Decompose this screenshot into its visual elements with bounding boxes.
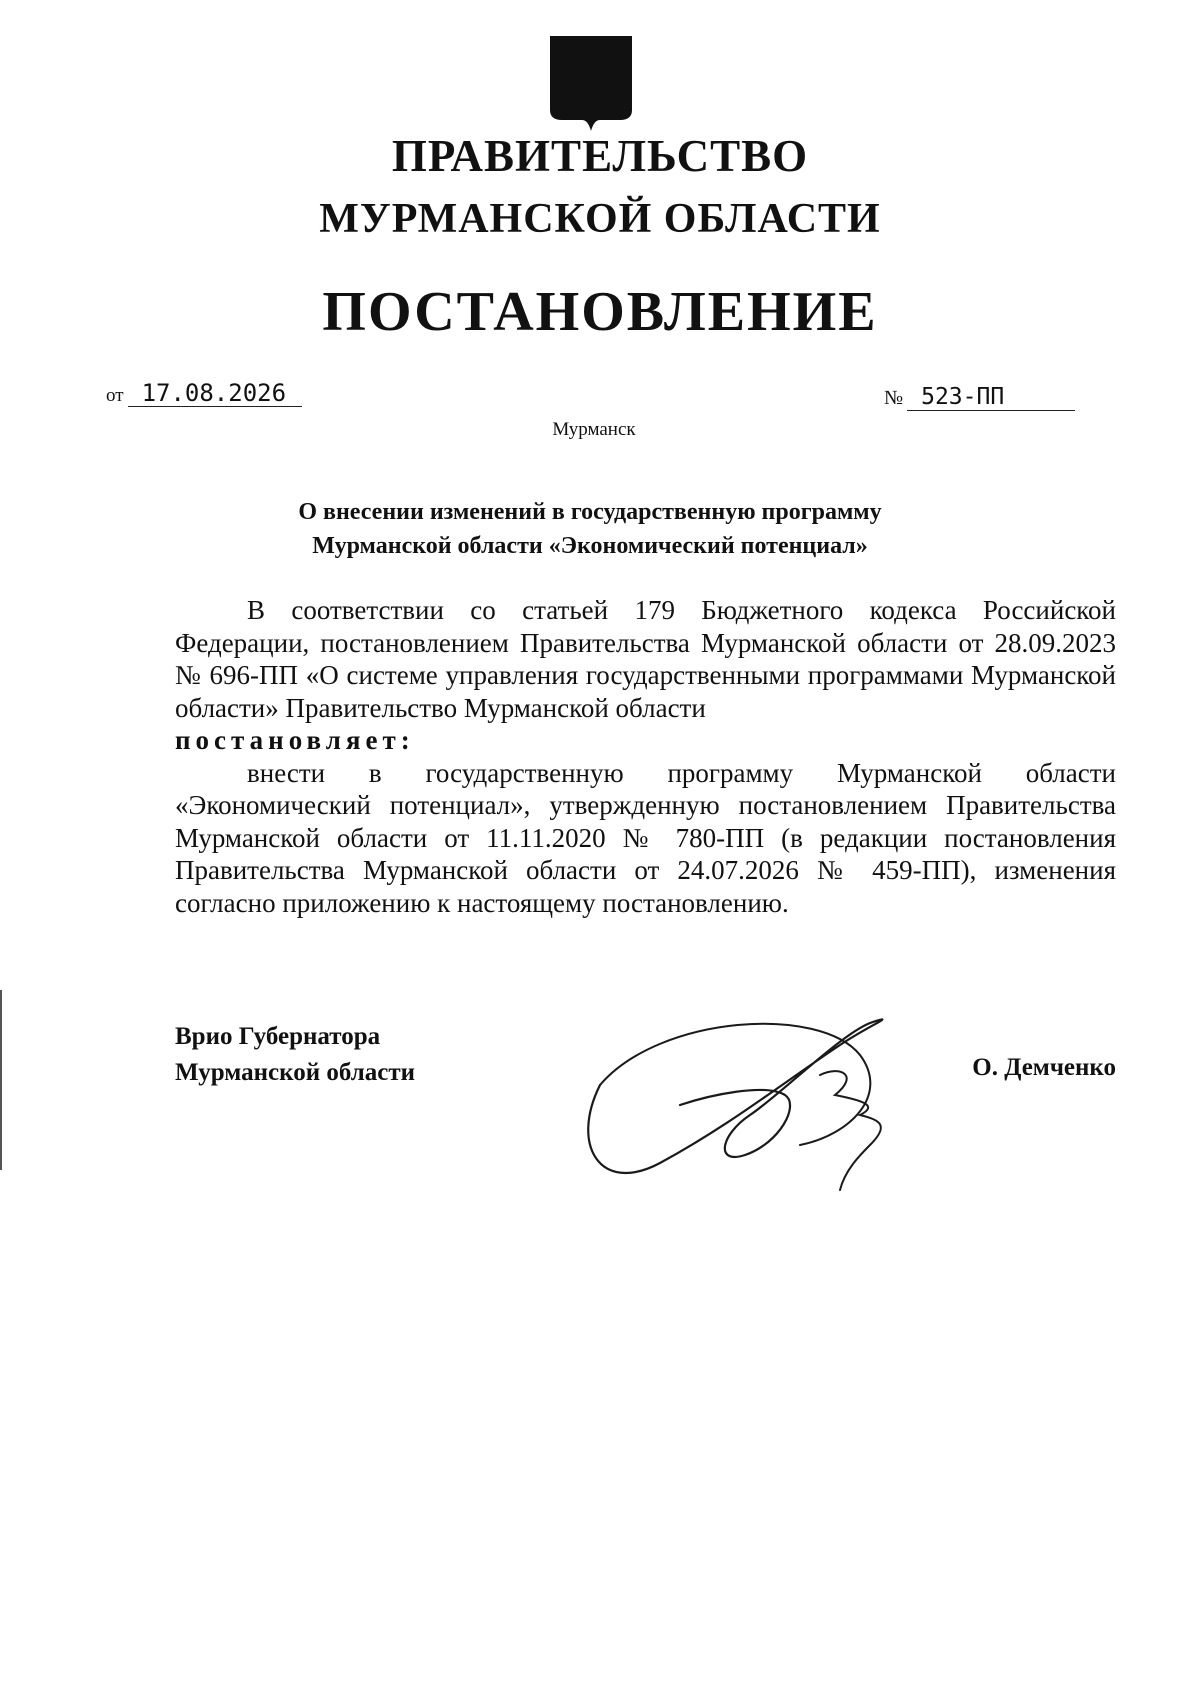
document-date: 17.08.2026: [128, 380, 302, 407]
organization-name-line1: ПРАВИТЕЛЬСТВО: [391, 131, 809, 181]
signatory-name: О. Демченко: [972, 1054, 1116, 1081]
handwritten-signature: [540, 995, 960, 1210]
document-subject: [150, 495, 1030, 563]
signatory-title-line2: Мурманской области: [175, 1059, 416, 1086]
document-number-row: [884, 384, 1075, 411]
document-number: 523-ПП: [907, 384, 1075, 411]
signatory-title-line1: Врио Губернатора: [175, 1023, 381, 1050]
coat-of-arms-shield-icon: [550, 36, 632, 131]
subject-line2: Мурманской области «Экономический потенциал»: [312, 533, 868, 559]
city-name: Мурманск: [552, 419, 636, 440]
document-date-row: [106, 380, 302, 407]
body-paragraph-decision: внести в государственную программу Мурманской области «Экономический потенциал», утвержденную постановлением Правительства Мурманской области от 11.11.2020 № 780-ПП (в редакции постановления Правительства Мурманской области от 24.07.2026 № 459-ПП), изменения согласно приложению к настоящему постановлению.: [175, 757, 1116, 918]
body-paragraph-preamble: В соответствии со статьей 179 Бюджетного кодекса Российской Федерации, постановлением Правительства Мурманской области от 28.09.2023 № 696-ПП «О системе управления государственными программами Мурманской области» Правительство Мурманской области: [175, 595, 1116, 723]
document-body: [175, 594, 1116, 919]
number-prefix: №: [884, 387, 904, 409]
date-prefix: от: [106, 385, 124, 406]
document-type-title: ПОСТАНОВЛЕНИЕ: [322, 281, 878, 343]
signatory-title: [175, 1019, 415, 1091]
scan-edge-mark: [0, 990, 2, 1170]
organization-name-line2: МУРМАНСКОЙ ОБЛАСТИ: [319, 196, 881, 242]
decision-word: постановляет:: [175, 725, 415, 755]
subject-line1: О внесении изменений в государственную программу: [298, 499, 882, 525]
